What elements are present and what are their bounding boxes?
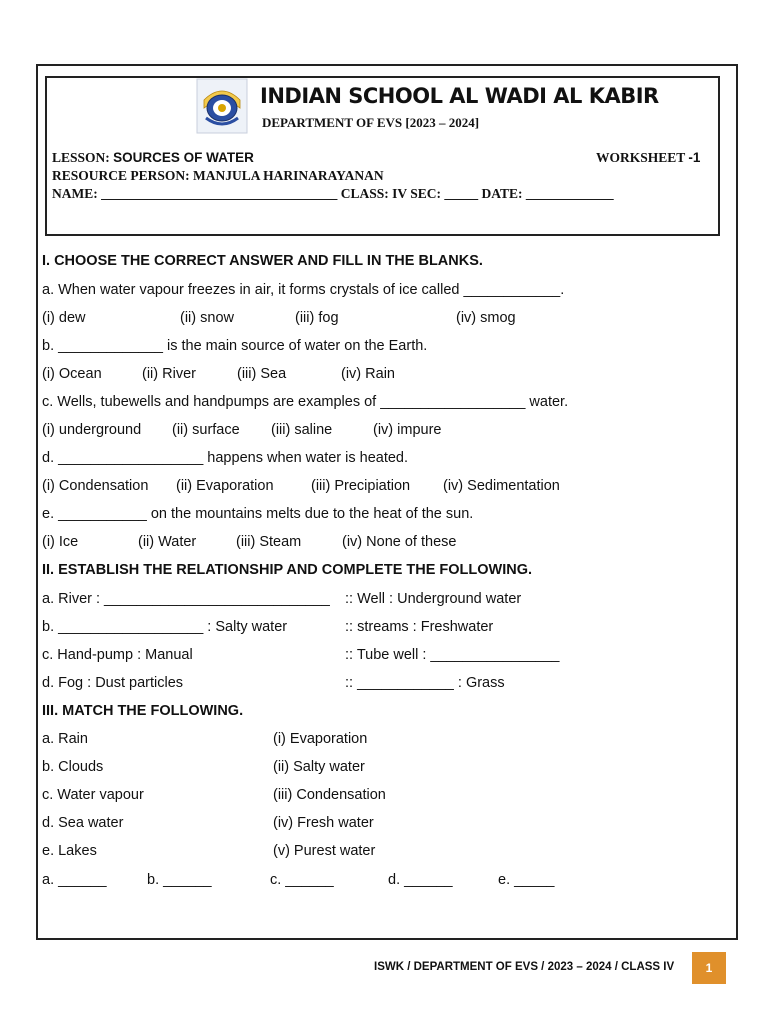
section-2-title: II. ESTABLISH THE RELATIONSHIP AND COMPLETE THE FOLLOWING. [42,562,533,578]
question-b: b. _____________ is the main source of water on the Earth. [42,338,428,354]
answer-blank: c. ______ [270,872,334,888]
question-d: d. __________________ happens when water is heated. [42,450,409,466]
question-a: a. When water vapour freezes in air, it forms crystals of ice called ____________. [42,282,565,298]
option: (iv) Sedimentation [443,478,560,494]
option: (ii) Evaporation [176,478,274,494]
question-c: c. Wells, tubewells and handpumps are examples of __________________ water. [42,394,569,410]
match-right: (i) Evaporation [273,731,368,747]
worksheet-label: WORKSHEET [596,150,689,165]
option: (i) dew [42,310,86,326]
option: (iv) None of these [342,534,457,550]
match-right: (iv) Fresh water [273,815,374,831]
relation-left: d. Fog : Dust particles [42,675,184,691]
match-right: (iii) Condensation [273,787,386,803]
option: (iii) Steam [236,534,302,550]
option: (i) Ice [42,534,79,550]
option: (iv) impure [373,422,442,438]
match-left: d. Sea water [42,815,124,831]
option: (iii) Precipiation [311,478,411,494]
lesson-value: SOURCES OF WATER [113,150,254,165]
option: (ii) snow [180,310,234,326]
section-1-title: I. CHOOSE THE CORRECT ANSWER AND FILL IN THE BLANKS. [42,253,483,269]
answer-blank: a. ______ [42,872,107,888]
option: (iv) smog [456,310,516,326]
relation-left: c. Hand-pump : Manual [42,647,193,663]
option: (ii) Water [138,534,197,550]
relation-right: :: ____________ : Grass [345,675,505,691]
option: (ii) surface [172,422,240,438]
match-left: c. Water vapour [42,787,144,803]
match-right: (ii) Salty water [273,759,365,775]
relation-right: :: Well : Underground water [345,591,522,607]
school-name: INDIAN SCHOOL AL WADI AL KABIR [260,84,659,108]
worksheet-line [596,150,700,166]
option: (iv) Rain [341,366,395,382]
option: (i) Ocean [42,366,102,382]
option: (i) underground [42,422,142,438]
match-left: e. Lakes [42,843,97,859]
question-e: e. ___________ on the mountains melts due to the heat of the sun. [42,506,474,522]
answer-blank: e. _____ [498,872,555,888]
relation-right: :: streams : Freshwater [345,619,494,635]
answer-blank: b. ______ [147,872,212,888]
relation-right: :: Tube well : ________________ [345,647,560,663]
name-class-date-line: NAME: ___________________________________ CLASS: IV SEC: _____ DATE: _____________ [52,186,614,201]
answer-blank: d. ______ [388,872,453,888]
option: (iii) Sea [237,366,287,382]
match-left: a. Rain [42,731,88,747]
lesson-line [52,150,254,166]
page-number-badge: 1 [692,952,726,984]
section-3-title: III. MATCH THE FOLLOWING. [42,703,244,719]
relation-left: a. River : ____________________________ [42,591,330,607]
relation-left: b. __________________ : Salty water [42,619,288,635]
option: (iii) fog [295,310,339,326]
worksheet-number: -1 [688,150,701,165]
lesson-label: LESSON: [52,150,114,165]
option: (i) Condensation [42,478,149,494]
footer-text: ISWK / DEPARTMENT OF EVS / 2023 – 2024 / CLASS IV [374,961,675,973]
option: (iii) saline [271,422,333,438]
school-crest-icon [196,78,248,134]
option: (ii) River [142,366,196,382]
department-title: DEPARTMENT OF EVS [2023 – 2024] [262,115,480,130]
match-right: (v) Purest water [273,843,376,859]
match-left: b. Clouds [42,759,104,775]
resource-person: RESOURCE PERSON: MANJULA HARINARAYANAN [52,168,384,183]
